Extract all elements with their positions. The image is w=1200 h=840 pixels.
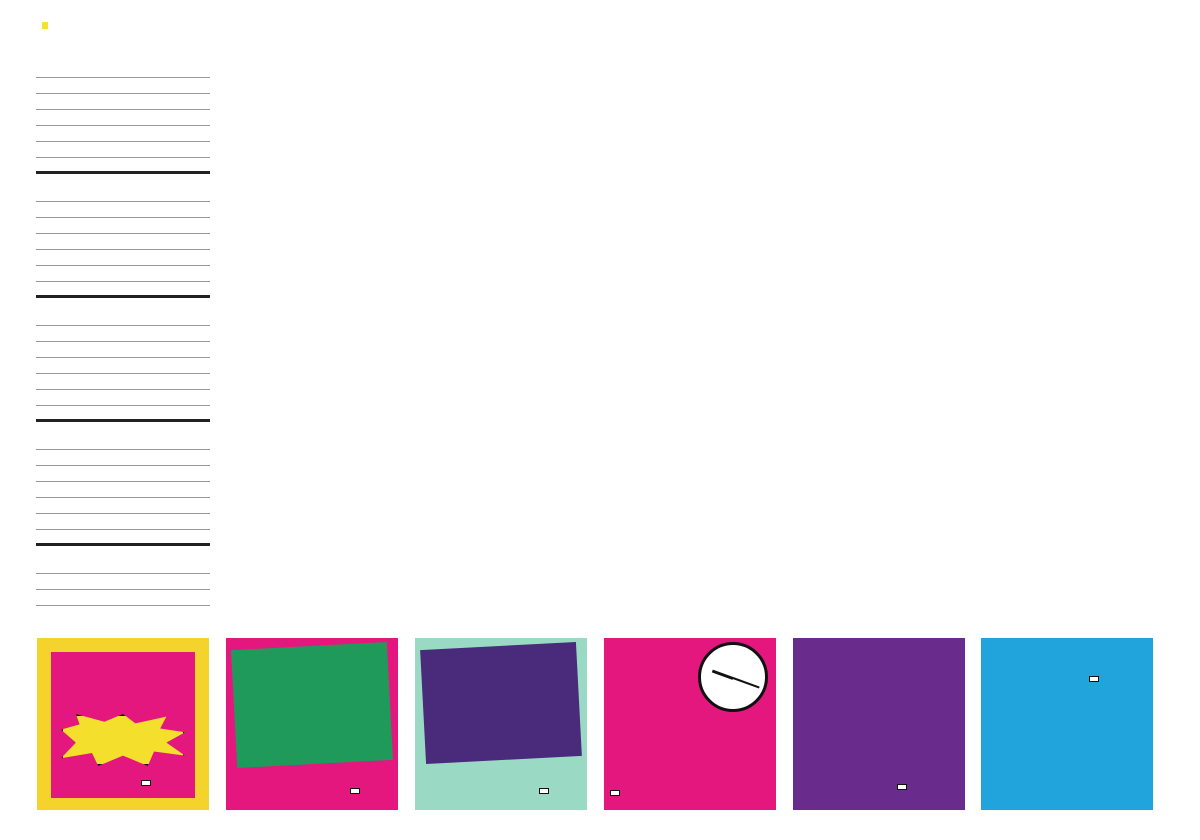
day-row — [36, 498, 210, 514]
day-row — [36, 78, 210, 94]
poster-syndicalisation — [604, 638, 776, 810]
day-row — [36, 590, 210, 606]
day-row — [36, 62, 210, 78]
clock-hour-hand — [712, 670, 734, 680]
day-row — [36, 558, 210, 574]
day-row — [36, 530, 210, 546]
day-row — [36, 110, 210, 126]
day-row — [36, 218, 210, 234]
day-row — [36, 342, 210, 358]
poster-argent — [37, 638, 209, 810]
day-row — [36, 142, 210, 158]
day-row — [36, 126, 210, 142]
month-column — [36, 34, 210, 606]
day-row — [36, 466, 210, 482]
solidaires-logo — [539, 788, 549, 794]
day-row — [36, 186, 210, 202]
day-row — [36, 406, 210, 422]
day-row — [36, 450, 210, 466]
solidaires-logo — [141, 780, 151, 786]
zone-b-swatch — [42, 22, 48, 29]
poster-green-panel — [231, 642, 393, 768]
day-list — [36, 62, 210, 606]
day-row — [36, 234, 210, 250]
day-row — [36, 434, 210, 450]
clock-minute-hand — [733, 677, 760, 688]
poster-purple-panel — [420, 642, 582, 764]
day-row — [36, 310, 210, 326]
day-row — [36, 282, 210, 298]
day-row — [36, 326, 210, 342]
solidaires-logo — [897, 784, 907, 790]
vacation-legend — [36, 22, 51, 29]
solidaires-logo — [610, 790, 620, 796]
poster-egalite — [793, 638, 965, 810]
solidaires-logo — [350, 788, 360, 794]
solidaires-logo — [1089, 676, 1099, 682]
day-row — [36, 390, 210, 406]
day-row — [36, 358, 210, 374]
day-row — [36, 266, 210, 282]
day-row — [36, 514, 210, 530]
clock-icon — [698, 642, 768, 712]
day-row — [36, 158, 210, 174]
day-row — [36, 94, 210, 110]
poster-hierarchie — [226, 638, 398, 810]
day-row — [36, 574, 210, 590]
poster-licenciements — [981, 638, 1153, 810]
day-row — [36, 482, 210, 498]
month-title — [36, 34, 210, 62]
day-row — [36, 202, 210, 218]
day-row — [36, 374, 210, 390]
poster-futur-flou — [415, 638, 587, 810]
day-row — [36, 250, 210, 266]
